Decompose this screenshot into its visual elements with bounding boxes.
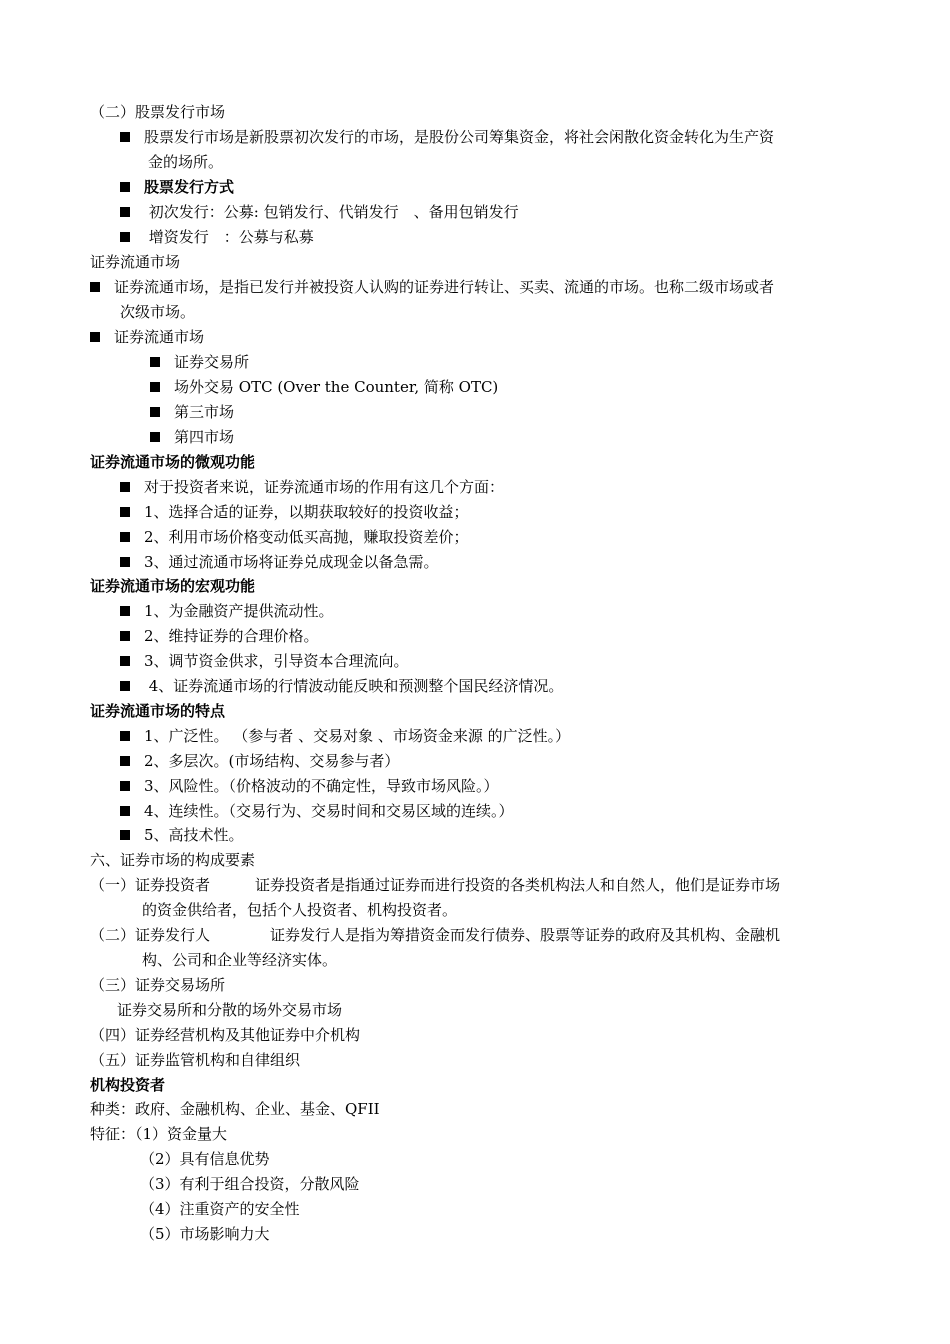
- paragraph-line: （五）证券监管机构和自律组织: [90, 1051, 301, 1069]
- list-item: 场外交易 OTC (Over the Counter, 简称 OTC): [150, 377, 498, 397]
- bullet-square-icon: [120, 557, 130, 567]
- paragraph-line: 特征：（1）资金量大: [90, 1125, 228, 1143]
- section-heading: 证券流通市场的特点: [90, 702, 226, 720]
- paragraph-line: （三）证券交易场所: [90, 976, 226, 994]
- bullet-square-icon: [120, 731, 130, 741]
- list-item: 第四市场: [150, 427, 234, 447]
- bullet-square-icon: [120, 781, 130, 791]
- list-item: 2、多层次。(市场结构、交易参与者）: [120, 751, 399, 771]
- bullet-square-icon: [90, 332, 100, 342]
- bullet-square-icon: [150, 382, 160, 392]
- list-item-continuation: 次级市场。: [120, 303, 196, 321]
- bullet-square-icon: [120, 756, 130, 766]
- bullet-square-icon: [120, 532, 130, 542]
- paragraph-line: （二）证券发行人 证券发行人是指为筹措资金而发行债券、股票等证券的政府及其机构、金融机: [90, 926, 781, 944]
- section-heading: 机构投资者: [90, 1076, 166, 1094]
- list-item-continuation: 金的场所。: [148, 153, 224, 171]
- paragraph-line: （一）证券投资者 证券投资者是指通过证券而进行投资的各类机构法人和自然人，他们是证券市场: [90, 876, 781, 894]
- paragraph-line: 的资金供给者，包括个人投资者、机构投资者。: [142, 901, 458, 919]
- paragraph-line: （四）证券经营机构及其他证券中介机构: [90, 1026, 361, 1044]
- paragraph-line: 构、公司和企业等经济实体。: [142, 951, 338, 969]
- section-heading: 证券流通市场的微观功能: [90, 453, 256, 471]
- section-heading: 六、证券市场的构成要素: [90, 851, 256, 869]
- list-item: 股票发行市场是新股票初次发行的市场，是股份公司筹集资金，将社会闲散化资金转化为生产资: [120, 127, 774, 147]
- section-heading: （二）股票发行市场: [90, 103, 226, 121]
- list-item: 1、广泛性。 （参与者 、交易对象 、市场资金来源 的广泛性。）: [120, 726, 570, 746]
- bullet-square-icon: [120, 207, 130, 217]
- list-item: 1、为金融资产提供流动性。: [120, 601, 334, 621]
- bullet-square-icon: [120, 482, 130, 492]
- list-item: 初次发行：公募: 包销发行、代销发行 、备用包销发行: [120, 202, 519, 222]
- list-item: 1、选择合适的证券，以期获取较好的投资收益；: [120, 502, 469, 522]
- bullet-square-icon: [120, 606, 130, 616]
- bullet-square-icon: [120, 681, 130, 691]
- bullet-square-icon: [120, 631, 130, 641]
- list-item: 4、连续性。（交易行为、交易时间和交易区域的连续。）: [120, 801, 514, 821]
- bullet-square-icon: [150, 432, 160, 442]
- list-item: 3、通过流通市场将证券兑成现金以备急需。: [120, 552, 439, 572]
- bullet-square-icon: [120, 132, 130, 142]
- paragraph-line: （2）具有信息优势: [140, 1150, 270, 1168]
- list-item: 股票发行方式: [120, 177, 234, 197]
- paragraph-line: 证券交易所和分散的场外交易市场: [117, 1001, 343, 1019]
- bullet-square-icon: [150, 407, 160, 417]
- section-heading: 证券流通市场的宏观功能: [90, 577, 256, 595]
- paragraph-line: 种类：政府、金融机构、企业、基金、QFII: [90, 1100, 380, 1118]
- list-item: 4、证券流通市场的行情波动能反映和预测整个国民经济情况。: [120, 676, 563, 696]
- list-item: 3、风险性。（价格波动的不确定性，导致市场风险。）: [120, 776, 499, 796]
- paragraph-line: （5）市场影响力大: [140, 1225, 270, 1243]
- list-item: 3、调节资金供求，引导资本合理流向。: [120, 651, 409, 671]
- bullet-square-icon: [120, 182, 130, 192]
- paragraph-line: （4）注重资产的安全性: [140, 1200, 300, 1218]
- paragraph-line: （3）有利于组合投资，分散风险: [140, 1175, 360, 1193]
- bullet-square-icon: [120, 806, 130, 816]
- bullet-square-icon: [120, 830, 130, 840]
- bullet-square-icon: [120, 656, 130, 666]
- list-item: 证券流通市场，是指已发行并被投资人认购的证券进行转让、买卖、流通的市场。也称二级市场或者: [90, 277, 774, 297]
- list-item: 证券流通市场: [90, 327, 204, 347]
- bullet-square-icon: [90, 282, 100, 292]
- bullet-square-icon: [150, 357, 160, 367]
- list-item: 增资发行 ：公募与私募: [120, 227, 314, 247]
- section-heading: 证券流通市场: [90, 253, 181, 271]
- list-item: 2、维持证券的合理价格。: [120, 626, 319, 646]
- list-item: 第三市场: [150, 402, 234, 422]
- list-item: 5、高技术性。: [120, 825, 244, 845]
- bullet-square-icon: [120, 507, 130, 517]
- list-item: 2、利用市场价格变动低买高抛，赚取投资差价；: [120, 527, 469, 547]
- bullet-square-icon: [120, 232, 130, 242]
- list-item: 对于投资者来说，证券流通市场的作用有这几个方面：: [120, 477, 504, 497]
- list-item: 证券交易所: [150, 352, 249, 372]
